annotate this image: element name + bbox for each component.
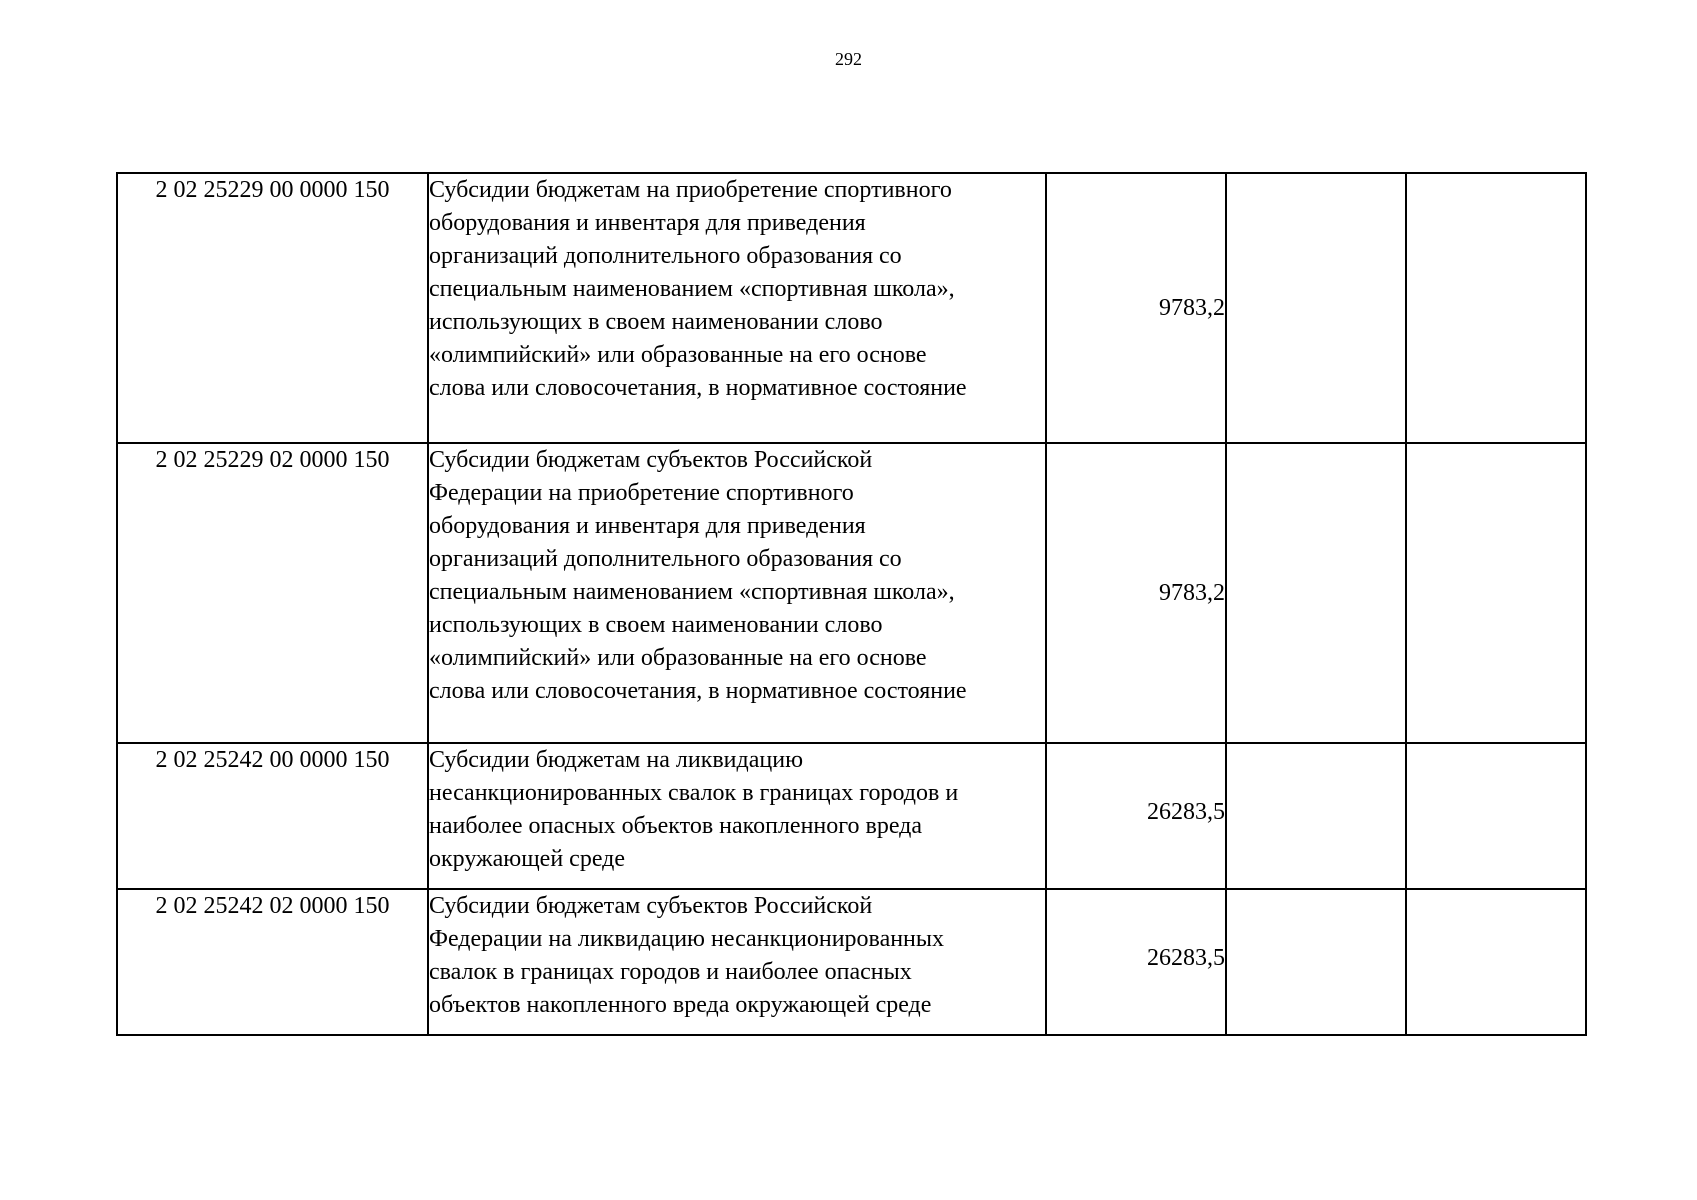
amount-cell: 9783,2 (1046, 173, 1226, 443)
description-line: свалок в границах городов и наиболее опасных (429, 959, 912, 985)
description-line: использующих в своем наименовании слово (429, 612, 883, 638)
description-cell (428, 889, 1046, 1035)
table-row (117, 743, 1586, 889)
description-line: Федерации на ликвидацию несанкционированных (429, 926, 945, 952)
description-line: Субсидии бюджетам субъектов Российской (429, 893, 873, 919)
description-line: «олимпийский» или образованные на его основе (429, 645, 927, 671)
description-line: специальным наименованием «спортивная школа», (429, 276, 955, 302)
description-line: Субсидии бюджетам на ликвидацию (429, 747, 804, 773)
budget-code-cell: 2 02 25242 00 0000 150 (117, 743, 428, 889)
amount-cell: 26283,5 (1046, 889, 1226, 1035)
description-line: объектов накопленного вреда окружающей среде (429, 992, 932, 1018)
table-row (117, 889, 1586, 1035)
description-line: наиболее опасных объектов накопленного вреда (429, 813, 923, 839)
description-line: оборудования и инвентаря для приведения (429, 210, 866, 236)
page-number: 292 (835, 49, 862, 69)
description-cell (428, 443, 1046, 743)
description-cell (428, 743, 1046, 889)
description-line: Субсидии бюджетам на приобретение спортивного (429, 177, 952, 203)
description-line: Федерации на приобретение спортивного (429, 480, 854, 506)
description-line: Субсидии бюджетам субъектов Российской (429, 447, 873, 473)
amount-cell: 9783,2 (1046, 443, 1226, 743)
description-line: использующих в своем наименовании слово (429, 309, 883, 335)
budget-code-cell: 2 02 25229 02 0000 150 (117, 443, 428, 743)
description-line: оборудования и инвентаря для приведения (429, 513, 866, 539)
description-line: организаций дополнительного образования со (429, 243, 902, 269)
description-line: слова или словосочетания, в нормативное состояние (429, 375, 967, 401)
empty-cell (1226, 443, 1406, 743)
empty-cell (1226, 889, 1406, 1035)
empty-cell (1406, 889, 1586, 1035)
description-line: окружающей среде (429, 846, 626, 872)
description-line: слова или словосочетания, в нормативное состояние (429, 678, 967, 704)
table-row (117, 173, 1586, 443)
description-line: несанкционированных свалок в границах городов и (429, 780, 959, 806)
empty-cell (1406, 743, 1586, 889)
description-line: «олимпийский» или образованные на его основе (429, 342, 927, 368)
budget-code-cell: 2 02 25229 00 0000 150 (117, 173, 428, 443)
empty-cell (1406, 443, 1586, 743)
empty-cell (1406, 173, 1586, 443)
budget-table (116, 172, 1587, 1036)
description-line: специальным наименованием «спортивная школа», (429, 579, 955, 605)
description-line: организаций дополнительного образования со (429, 546, 902, 572)
description-cell (428, 173, 1046, 443)
table-row (117, 443, 1586, 743)
amount-cell: 26283,5 (1046, 743, 1226, 889)
budget-code-cell: 2 02 25242 02 0000 150 (117, 889, 428, 1035)
empty-cell (1226, 743, 1406, 889)
empty-cell (1226, 173, 1406, 443)
